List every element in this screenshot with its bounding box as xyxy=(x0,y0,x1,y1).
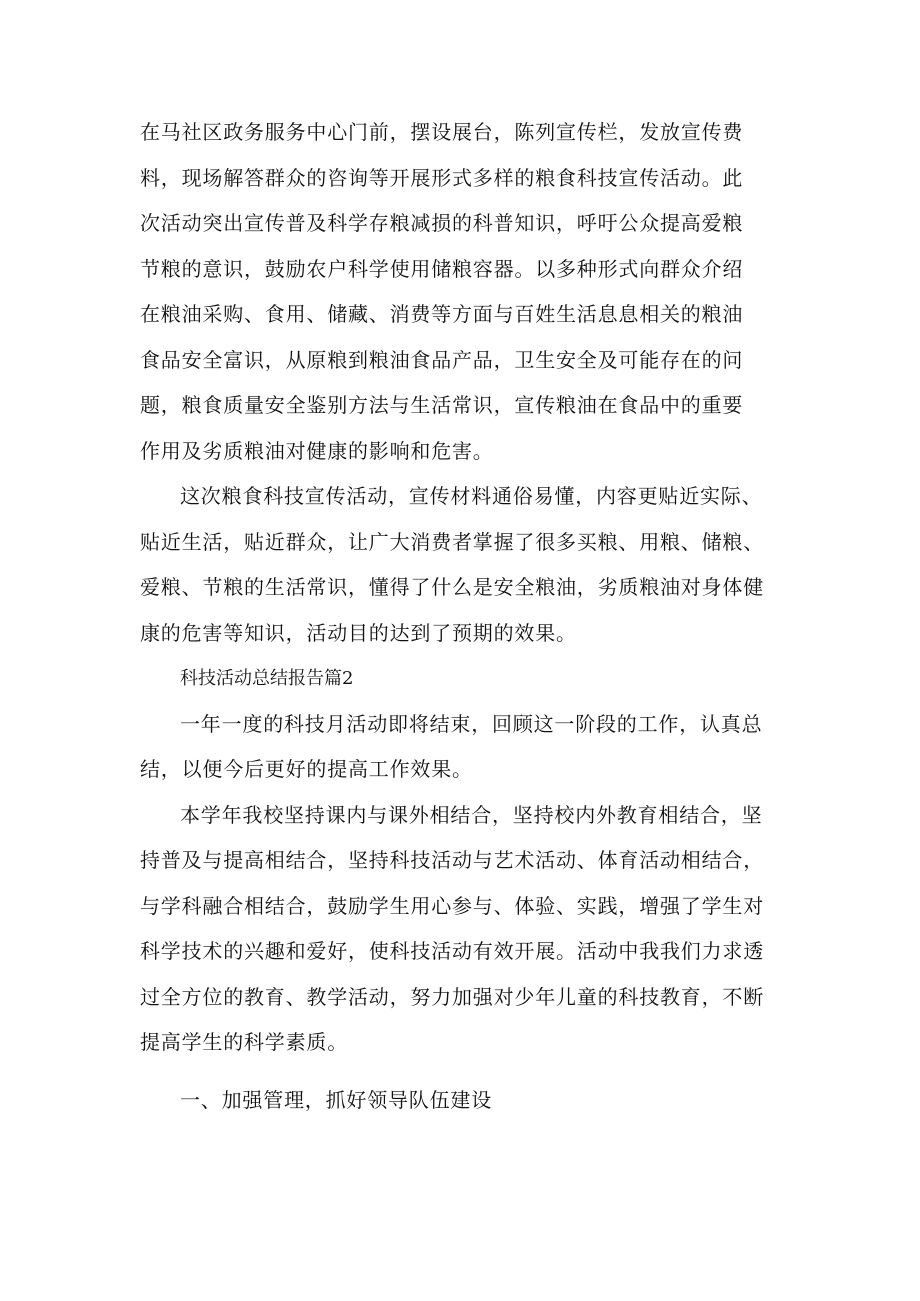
text-line: 贴近生活，贴近群众，让广大消费者掌握了很多买粮、用粮、储粮、 xyxy=(140,529,764,554)
article-heading: 科技活动总结报告篇2 xyxy=(180,668,354,689)
text-line: 一年一度的科技月活动即将结束，回顾这一阶段的工作，认真总 xyxy=(180,711,763,736)
text-line: 结，以便今后更好的提高工作效果。 xyxy=(140,757,473,781)
text-line: 提高学生的科学素质。 xyxy=(140,1030,348,1054)
paragraph-4 xyxy=(140,793,790,1066)
text-line: 作用及劣质粮油对健康的影响和危害。 xyxy=(140,438,494,463)
paragraph-3 xyxy=(140,702,790,793)
paragraph-1 xyxy=(140,110,790,474)
text-line: 题，粮食质量安全鉴别方法与生活常识，宣传粮油在食品中的重要 xyxy=(140,393,744,417)
text-line: 科学技术的兴趣和爱好，使科技活动有效开展。活动中我我们力求透 xyxy=(140,939,764,963)
text-line: 食品安全富识，从原粮到粮油食品产品，卫生安全及可能存在的问 xyxy=(140,347,744,372)
text-line: 爱粮、节粮的生活常识，懂得了什么是安全粮油，劣质粮油对身体健 xyxy=(140,575,764,599)
text-line: 本学年我校坚持课内与课外相结合，坚持校内外教育相结合，坚 xyxy=(180,802,763,827)
text-line: 这次粮食科技宣传活动，宣传材料通俗易懂，内容更贴近实际、 xyxy=(180,484,763,508)
text-line: 康的危害等知识，活动目的达到了预期的效果。 xyxy=(140,620,577,645)
paragraph-2 xyxy=(140,474,790,656)
text-line: 在粮油采购、食用、储藏、消费等方面与百姓生活息息相关的粮油 xyxy=(140,302,744,326)
section-title: 一、加强管理，抓好领导队伍建设 xyxy=(180,1087,492,1112)
text-line: 持普及与提高相结合，坚持科技活动与艺术活动、体育活动相结合， xyxy=(140,848,764,872)
text-line: 料，现场解答群众的咨询等开展形式多样的粮食科技宣传活动。此 xyxy=(140,165,744,190)
text-line: 与学科融合相结合，鼓励学生用心参与、体验、实践，增强了学生对 xyxy=(140,893,764,918)
text-line: 在马社区政务服务中心门前，摆设展台，陈列宣传栏，发放宣传费 xyxy=(140,120,744,144)
text-line: 过全方位的教育、教学活动，努力加强对少年儿童的科技教育，不断 xyxy=(140,984,764,1009)
text-line: 次活动突出宣传普及科学存粮减损的科普知识，呼吁公众提高爱粮 xyxy=(140,211,744,235)
text-line: 节粮的意识，鼓励农户科学使用储粮容器。以多种形式向群众介绍 xyxy=(140,256,744,281)
document-page xyxy=(140,110,790,1143)
